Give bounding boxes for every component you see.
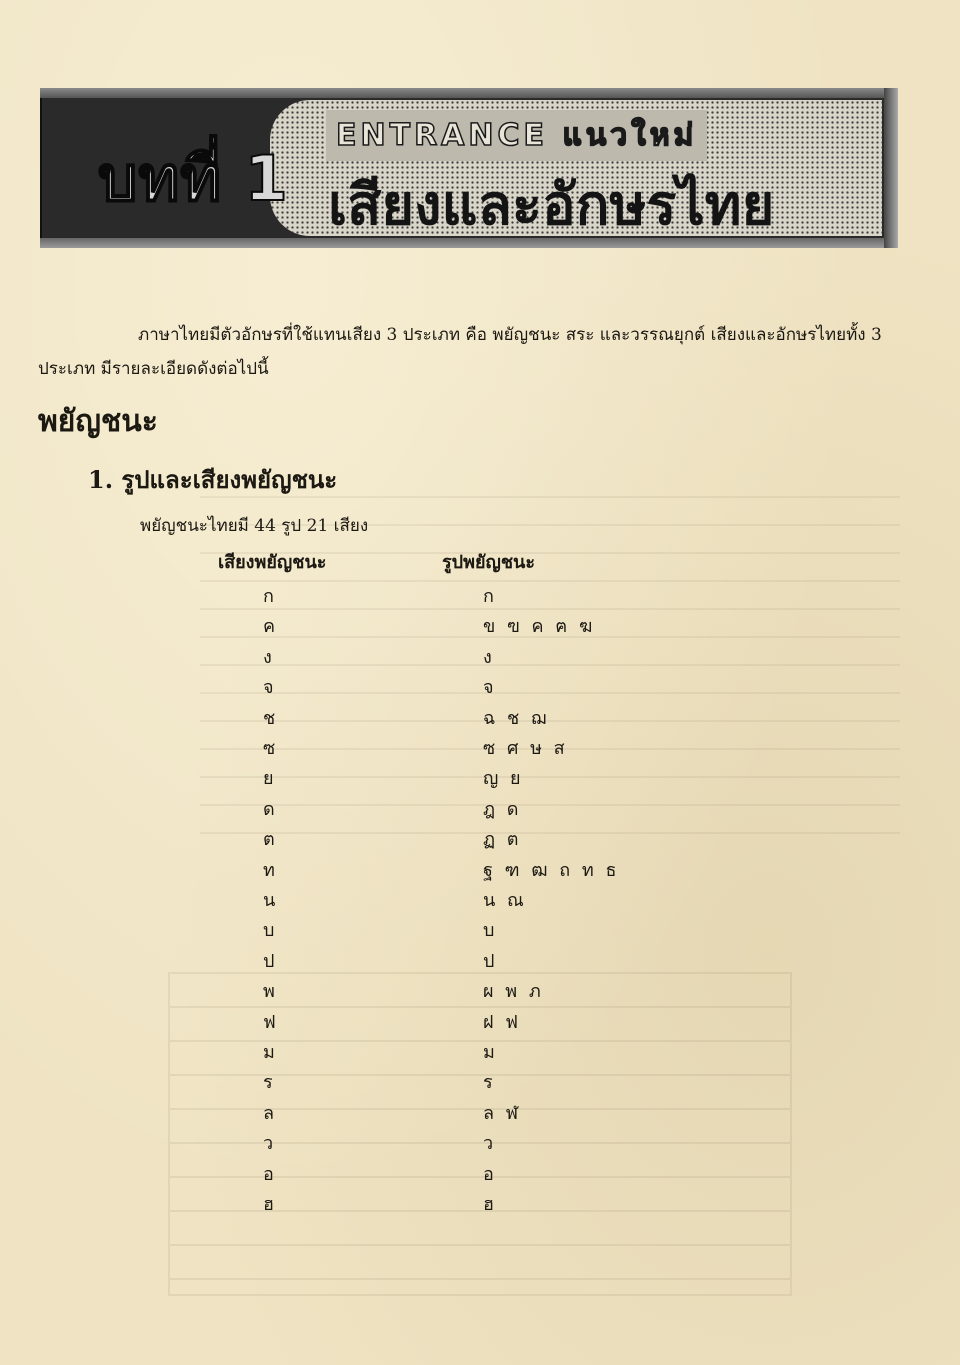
sound-cell: ก [263,586,274,607]
form-cell: จ [483,677,497,698]
intro-paragraph: ภาษาไทยมีตัวอักษรที่ใช้แทนเสียง 3 ประเภท คือ พยัญชนะ สระ และวรรณยุกต์ เสียงและอักษรไทยทั้ง 3 ประเภท มีรายละเอียดดังต่อไปนี้ [38,325,882,379]
form-cell: ข ฃ ค ฅ ฆ [483,616,596,637]
sound-cell: ล [263,1103,275,1124]
form-cell: ญ ย [483,768,524,789]
sound-cell: ด [263,799,275,820]
sound-cell: ร [263,1072,273,1093]
form-cell: ฝ ฟ [483,1012,522,1033]
form-cell: ง [483,647,495,668]
banner-bevel-right [884,88,898,248]
sound-cell: พ [263,981,275,1002]
sound-cell: ช [263,708,276,729]
column-header-form: รูปพยัญชนะ [442,552,536,573]
form-cell: ฉ ช ฌ [483,708,550,729]
banner-bevel-top [40,88,898,98]
sound-cell: ฮ [263,1194,274,1215]
sound-cell: ท [263,860,275,881]
sound-cell: บ [263,920,275,941]
column-header-sound: เสียงพยัญชนะ [218,552,327,573]
section-heading: พยัญชนะ [38,404,158,439]
form-cell: ซ ศ ษ ส [483,738,568,759]
chapter-banner [40,88,898,248]
form-cell: ฏ ต [483,829,522,850]
form-cell: ร [483,1072,496,1093]
form-cell: ฮ [483,1194,497,1215]
form-cell: ม [483,1042,498,1063]
sound-cell: น [263,890,276,911]
sound-cell: ว [263,1133,274,1154]
sound-cell: ง [263,647,272,668]
form-cell: อ [483,1164,497,1185]
form-cell: ว [483,1133,497,1154]
form-cell: ผ พ ภ [483,981,544,1002]
sound-cell: ย [263,768,274,789]
show-through-table-texture [168,972,792,1296]
form-cell: ป [483,951,498,972]
form-cell: น ณ [483,890,527,911]
sound-cell: อ [263,1164,274,1185]
sound-cell: ม [263,1042,275,1063]
sound-cell: ป [263,951,275,972]
form-cell: บ [483,920,498,941]
sound-cell: ซ [263,738,276,759]
sound-cell: ต [263,829,275,850]
form-cell: ฎ ด [483,799,522,820]
form-cell: ฐ ฑ ฒ ถ ท ธ [483,860,620,881]
chapter-number: บทที่ 1 [98,142,289,215]
sound-cell: ฟ [263,1012,276,1033]
sound-cell: จ [263,677,274,698]
sound-cell: ค [263,616,276,637]
consonant-summary: พยัญชนะไทยมี 44 รูป 21 เสียง [140,516,369,536]
form-cell: ล ฬ [483,1103,522,1124]
sub-heading: 1. รูปและเสียงพยัญชนะ [88,465,338,494]
form-cell: ก [483,586,497,607]
chapter-title: เสียงและอักษรไทย [328,173,775,238]
banner-series-label: ENTRANCE แนวใหม่ [326,110,707,161]
